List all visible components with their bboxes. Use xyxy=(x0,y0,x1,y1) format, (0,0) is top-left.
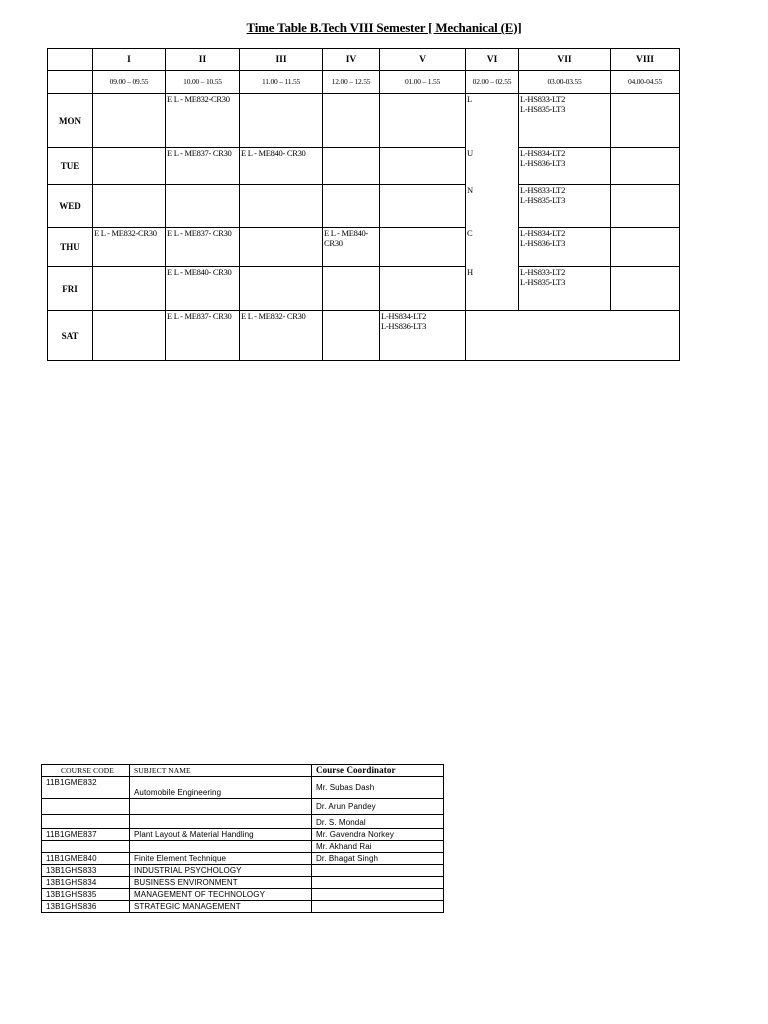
course-row xyxy=(42,829,444,841)
slot-cell xyxy=(323,267,380,311)
lunch-cell: H xyxy=(466,267,519,311)
slot-cell xyxy=(323,94,380,148)
corner-cell xyxy=(48,49,93,71)
course-coordinator: Dr. Arun Pandey xyxy=(312,799,444,815)
period-header: VIII xyxy=(611,49,680,71)
course-coordinator xyxy=(312,877,444,889)
slot-cell: E L - ME840- CR30 xyxy=(166,267,240,311)
time-header-row xyxy=(48,71,680,94)
time-slot: 03.00-03.55 xyxy=(519,71,611,94)
slot-cell: E L - ME840- CR30 xyxy=(240,148,323,185)
slot-cell: E L - ME837- CR30 xyxy=(166,228,240,267)
period-header: II xyxy=(166,49,240,71)
period-header: VI xyxy=(466,49,519,71)
day-label: THU xyxy=(48,228,93,267)
slot-entry: L-HS833-LT2 xyxy=(520,267,566,277)
slot-cell: E L - ME832-CR30 xyxy=(93,228,166,267)
course-coordinator xyxy=(312,865,444,877)
lunch-cell: N xyxy=(466,185,519,228)
course-code: 13B1GHS836 xyxy=(42,901,130,913)
day-row-tue xyxy=(48,148,680,185)
subject-name: Finite Element Technique xyxy=(130,853,312,865)
slot-cell xyxy=(519,185,611,228)
course-code xyxy=(42,799,130,815)
course-code: 11B1GME832 xyxy=(42,777,130,799)
slot-cell xyxy=(93,148,166,185)
slot-cell xyxy=(380,311,466,361)
time-slot: 09.00 – 09.55 xyxy=(93,71,166,94)
slot-cell-merged xyxy=(466,311,680,361)
day-row-fri xyxy=(48,267,680,311)
course-code xyxy=(42,815,130,829)
day-label: WED xyxy=(48,185,93,228)
subject-name: INDUSTRIAL PSYCHOLOGY xyxy=(130,865,312,877)
subject-name: BUSINESS ENVIRONMENT xyxy=(130,877,312,889)
course-row xyxy=(42,799,444,815)
course-row xyxy=(42,853,444,865)
day-row-thu xyxy=(48,228,680,267)
course-code: 13B1GHS833 xyxy=(42,865,130,877)
timetable xyxy=(47,48,680,361)
slot-cell xyxy=(240,267,323,311)
period-header: V xyxy=(380,49,466,71)
course-row xyxy=(42,815,444,829)
day-label: TUE xyxy=(48,148,93,185)
slot-cell xyxy=(93,185,166,228)
course-coordinator: Dr. Bhagat Singh xyxy=(312,853,444,865)
course-coordinator: Mr. Akhand Rai xyxy=(312,841,444,853)
course-coordinator: Mr. Gavendra Norkey xyxy=(312,829,444,841)
course-row xyxy=(42,841,444,853)
slot-cell xyxy=(519,228,611,267)
period-header: III xyxy=(240,49,323,71)
course-table xyxy=(41,764,444,913)
day-row-mon xyxy=(48,94,680,148)
subject-name xyxy=(130,841,312,853)
slot-cell xyxy=(519,94,611,148)
slot-cell: E L - ME837- CR30 xyxy=(166,311,240,361)
slot-cell: E L - ME832- CR30 xyxy=(240,311,323,361)
course-row xyxy=(42,877,444,889)
slot-cell xyxy=(240,185,323,228)
slot-cell xyxy=(380,228,466,267)
subject-name: MANAGEMENT OF TECHNOLOGY xyxy=(130,889,312,901)
course-code xyxy=(42,841,130,853)
course-row xyxy=(42,901,444,913)
page-title: Time Table B.Tech VIII Semester [ Mechanical (E)] xyxy=(246,20,522,35)
slot-entry: L-HS835-LT3 xyxy=(520,195,566,205)
subject-name xyxy=(130,799,312,815)
day-row-wed xyxy=(48,185,680,228)
time-slot: 02.00 – 02.55 xyxy=(466,71,519,94)
slot-cell xyxy=(611,94,680,148)
subject-name: Plant Layout & Material Handling xyxy=(130,829,312,841)
day-label: SAT xyxy=(48,311,93,361)
course-row xyxy=(42,865,444,877)
slot-cell xyxy=(323,185,380,228)
slot-entry: L-HS836-LT3 xyxy=(520,238,566,248)
slot-cell xyxy=(93,267,166,311)
slot-cell xyxy=(519,267,611,311)
slot-cell xyxy=(611,228,680,267)
slot-cell: E L - ME840-CR30 xyxy=(323,228,380,267)
slot-cell xyxy=(611,185,680,228)
period-header: IV xyxy=(323,49,380,71)
time-slot: 10.00 – 10.55 xyxy=(166,71,240,94)
time-slot: 01.00 – 1.55 xyxy=(380,71,466,94)
slot-cell xyxy=(240,94,323,148)
period-header: VII xyxy=(519,49,611,71)
corner-cell xyxy=(48,71,93,94)
slot-cell xyxy=(519,148,611,185)
slot-cell xyxy=(323,148,380,185)
course-code: 13B1GHS835 xyxy=(42,889,130,901)
slot-cell xyxy=(611,267,680,311)
slot-entry: L-HS833-LT2 xyxy=(520,185,566,195)
coordinator-header: Course Coordinator xyxy=(312,765,444,777)
slot-cell xyxy=(380,94,466,148)
slot-cell xyxy=(93,311,166,361)
time-slot: 12.00 – 12.55 xyxy=(323,71,380,94)
slot-cell xyxy=(380,185,466,228)
slot-cell xyxy=(240,228,323,267)
day-label: FRI xyxy=(48,267,93,311)
course-code: 13B1GHS834 xyxy=(42,877,130,889)
course-code: 11B1GME837 xyxy=(42,829,130,841)
slot-entry: L-HS836-LT3 xyxy=(520,158,566,168)
subject-name xyxy=(130,815,312,829)
slot-cell xyxy=(380,148,466,185)
time-slot: 11.00 – 11.55 xyxy=(240,71,323,94)
course-header-row xyxy=(42,765,444,777)
slot-cell xyxy=(323,311,380,361)
course-coordinator xyxy=(312,889,444,901)
slot-cell xyxy=(611,148,680,185)
slot-entry: L-HS834-LT2 xyxy=(520,228,566,238)
course-row xyxy=(42,777,444,799)
slot-entry: L-HS833-LT2 xyxy=(520,94,566,104)
subject-name-header: SUBJECT NAME xyxy=(130,765,312,777)
course-row xyxy=(42,889,444,901)
slot-entry: L-HS834-LT2 xyxy=(520,148,566,158)
period-header-row xyxy=(48,49,680,71)
slot-entry: L-HS836-LT3 xyxy=(381,321,427,331)
slot-cell xyxy=(93,94,166,148)
course-code-header: COURSE CODE xyxy=(42,765,130,777)
time-slot: 04.00-04.55 xyxy=(611,71,680,94)
course-coordinator xyxy=(312,901,444,913)
course-coordinator: Dr. S. Mondal xyxy=(312,815,444,829)
slot-cell xyxy=(166,185,240,228)
slot-entry: L-HS834-LT2 xyxy=(381,311,427,321)
slot-entry: L-HS835-LT3 xyxy=(520,104,566,114)
day-row-sat xyxy=(48,311,680,361)
slot-cell: E L - ME832-CR30 xyxy=(166,94,240,148)
slot-entry: L-HS835-LT3 xyxy=(520,277,566,287)
slot-cell: E L - ME837- CR30 xyxy=(166,148,240,185)
subject-name: STRATEGIC MANAGEMENT xyxy=(130,901,312,913)
lunch-cell: C xyxy=(466,228,519,267)
course-code: 11B1GME840 xyxy=(42,853,130,865)
lunch-cell: U xyxy=(466,148,519,185)
lunch-cell: L xyxy=(466,94,519,148)
period-header: I xyxy=(93,49,166,71)
subject-name: Automobile Engineering xyxy=(130,777,312,799)
course-coordinator: Mr. Subas Dash xyxy=(312,777,444,799)
slot-cell xyxy=(380,267,466,311)
day-label: MON xyxy=(48,94,93,148)
